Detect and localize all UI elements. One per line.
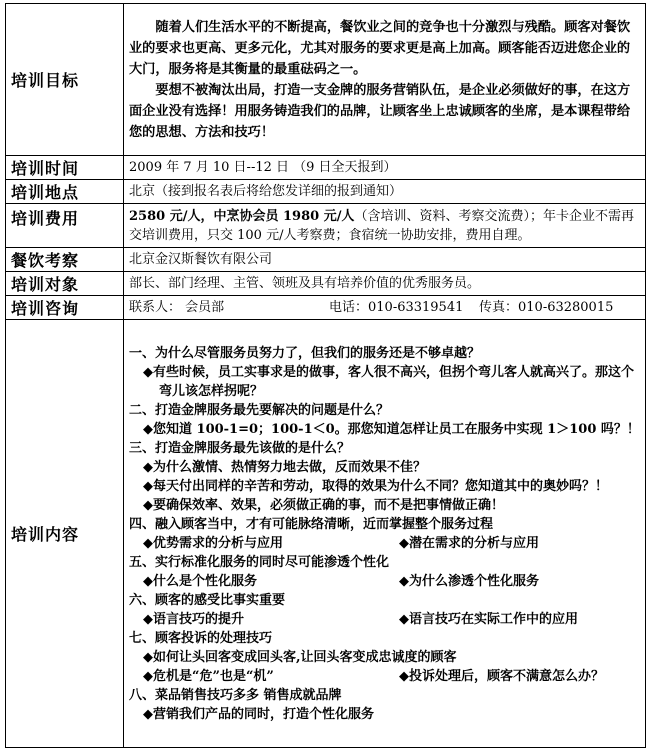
place-value: 北京（接到报名表后将给您发详细的报到通知）	[124, 180, 646, 204]
section-7-item-b: ◆投诉处理后，顾客不满意怎么办？	[399, 668, 604, 684]
section-8-item-1: ◆营销我们产品的同时，打造个性化服务	[143, 706, 374, 722]
training-info-table	[5, 3, 646, 748]
section-4-items	[129, 534, 640, 553]
row-visit	[6, 248, 646, 272]
contact-phone: 电话：010-63319541	[329, 300, 464, 315]
section-1-item-1: ◆有些时候，员工实事求是的做事，客人很不高兴，但拐个弯儿客人就高兴了。那这个弯儿该怎样拐呢？	[143, 364, 634, 399]
fee-price: 2580 元/人，中烹协会员 1980 元/人	[129, 208, 355, 224]
label-goal: 培训目标	[6, 4, 124, 156]
label-fee: 培训费用	[6, 204, 124, 248]
goal-text	[124, 4, 646, 156]
section-5-item-b: ◆为什么渗透个性化服务	[399, 573, 539, 589]
section-4-title: 四、融入顾客当中，才有可能脉络清晰，近而掌握整个服务过程	[129, 516, 494, 532]
section-2-title: 二、打造金牌服务最先要解决的问题是什么？	[129, 402, 390, 418]
section-3-title: 三、打造金牌服务最先该做的是什么？	[129, 440, 351, 456]
goal-paragraph-2: 要想不被淘汰出局，打造一支金牌的服务营销队伍，是企业必须做好的事，在这方面企业没有选择！用服务铸造我们的品牌，让顾客坐上忠诚顾客的坐席，是本课程带给您的思想、方法和技巧！	[129, 82, 631, 140]
content-body	[124, 320, 646, 748]
goal-paragraph-1: 随着人们生活水平的不断提高，餐饮业之间的竞争也十分激烈与残酷。顾客对餐饮业的要求也更高、更多元化，尤其对服务的要求更是高上加高。顾客能否迈进您企业的大门，服务将是其衡量的最重砝码之一。	[129, 19, 631, 77]
section-8-title: 八、菜品销售技巧多多 销售成就品牌	[129, 687, 342, 703]
section-6-item-b: ◆语言技巧在实际工作中的应用	[399, 611, 578, 627]
row-goal	[6, 4, 646, 156]
row-content	[6, 320, 646, 748]
section-7-items	[129, 667, 640, 686]
target-value: 部长、部门经理、主管、领班及具有培养价值的优秀服务员。	[124, 272, 646, 296]
section-5-items	[129, 572, 640, 591]
label-time: 培训时间	[6, 156, 124, 180]
section-7-item-a: ◆危机是“危”也是“机”	[143, 668, 274, 684]
consult-value	[124, 296, 646, 320]
row-consult	[6, 296, 646, 320]
section-1-title: 一、为什么尽管服务员努力了，但我们的服务还是不够卓越？	[129, 345, 481, 361]
fee-value	[124, 204, 646, 248]
section-3-item-2: ◆每天付出同样的辛苦和劳动，取得的效果为什么不同？您知道其中的奥妙吗？！	[143, 478, 608, 494]
row-place	[6, 180, 646, 204]
section-3-item-3: ◆要确保效率、效果，必须做正确的事，而不是把事情做正确！	[143, 497, 504, 513]
row-target	[6, 272, 646, 296]
section-6-title: 六、顾客的感受比事实重要	[129, 592, 286, 608]
label-content: 培训内容	[6, 320, 124, 748]
section-7-title: 七、顾客投诉的处理技巧	[129, 630, 273, 646]
fee-details: （含培训、资料、考察交流费）；年卡企业不需再交培训费用，只交 100 元/人考察费；食宿统一协助安排，费用自理。	[129, 208, 634, 243]
section-6-item-a: ◆语言技巧的提升	[143, 611, 244, 627]
label-target: 培训对象	[6, 272, 124, 296]
section-4-item-a: ◆优势需求的分析与应用	[143, 535, 283, 551]
contact-person: 联系人： 会员部	[129, 300, 225, 315]
label-place: 培训地点	[6, 180, 124, 204]
time-value: 2009 年 7 月 10 日--12 日 （9 日全天报到）	[124, 156, 646, 180]
label-visit: 餐饮考察	[6, 248, 124, 272]
section-7-item-1: ◆如何让头回客变成回头客,让回头客变成忠诚度的顾客	[143, 649, 457, 665]
visit-value: 北京金汉斯餐饮有限公司	[124, 248, 646, 272]
section-2-item-1: ◆您知道 100-1=0；100-1＜0。那您知道怎样让员工在服务中实现 1＞100 吗？！	[143, 421, 640, 437]
label-consult: 培训咨询	[6, 296, 124, 320]
section-3-item-1: ◆为什么激情、热情努力地去做，反而效果不佳？	[143, 459, 426, 475]
row-time	[6, 156, 646, 180]
contact-fax: 传真：010-63280015	[479, 300, 614, 315]
row-fee	[6, 204, 646, 248]
section-5-item-a: ◆什么是个性化服务	[143, 573, 257, 589]
section-6-items	[129, 610, 640, 629]
section-4-item-b: ◆潜在需求的分析与应用	[399, 535, 539, 551]
section-5-title: 五、实行标准化服务的同时尽可能渗透个性化	[129, 554, 390, 570]
